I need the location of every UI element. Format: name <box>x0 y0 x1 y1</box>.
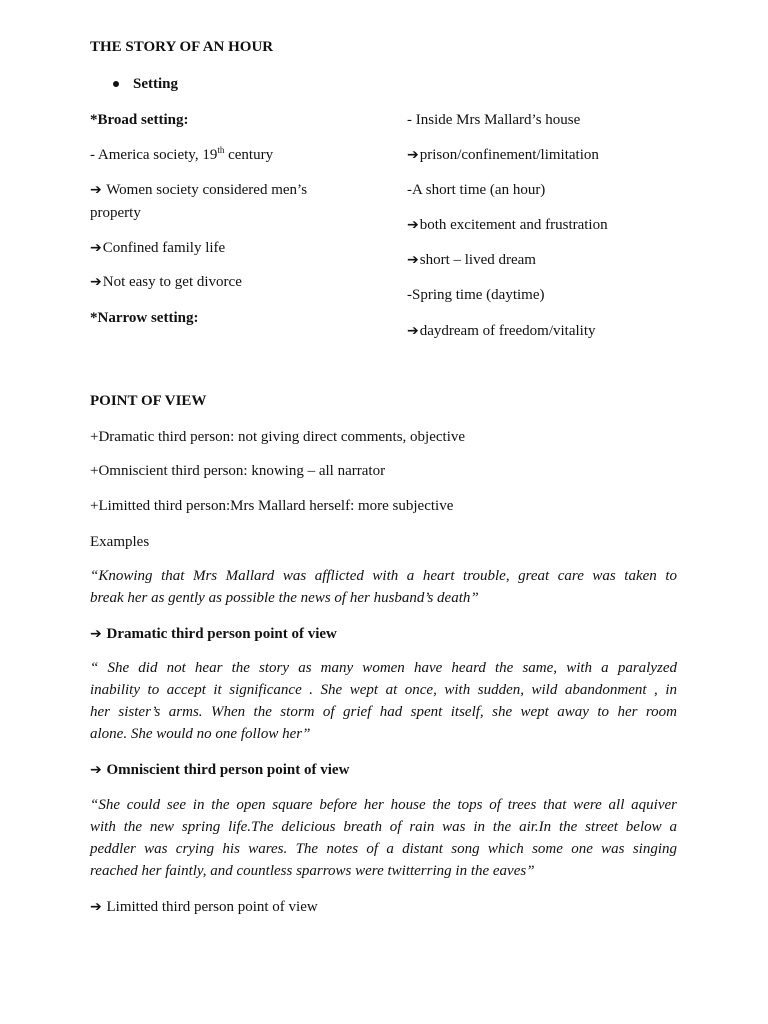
page-title: THE STORY OF AN HOUR <box>90 39 274 55</box>
women-society-text: Women society considered men’s <box>102 182 308 198</box>
arrow-right-icon: ➔ <box>407 217 419 233</box>
spring-line: -Spring time (daytime) <box>407 287 545 303</box>
excitement-line <box>407 214 608 236</box>
quote-line: “Knowing that Mrs Mallard was afflicted with a heart trouble, great care was taken to <box>90 568 677 584</box>
quote-example-1 <box>90 565 677 609</box>
century-text: century <box>224 147 274 163</box>
arrow-right-icon: ➔ <box>90 899 102 915</box>
arrow-right-icon: ➔ <box>90 626 102 642</box>
label-dramatic-text: Dramatic third person point of view <box>106 626 337 642</box>
arrow-right-icon: ➔ <box>90 762 102 778</box>
pov-limited-line: +Limitted third person:Mrs Mallard herself: more subjective <box>90 498 454 514</box>
confined-text: Confined family life <box>102 240 226 256</box>
arrow-right-icon: ➔ <box>90 240 102 256</box>
setting-bullet-item <box>113 73 178 95</box>
confined-family-line <box>90 237 225 259</box>
label-omniscient-pov <box>90 759 349 781</box>
label-limited-pov <box>90 896 318 918</box>
quote-line: “ She did not hear the story as many women have heard the same, with a paralyzed <box>90 660 677 676</box>
house-line: - Inside Mrs Mallard’s house <box>407 112 581 128</box>
excitement-text: both excitement and frustration <box>419 217 608 233</box>
america-text: - America society, 19 <box>90 147 218 163</box>
short-time-line: -A short time (an hour) <box>407 182 546 198</box>
divorce-line <box>90 271 242 293</box>
quote-example-3 <box>90 794 677 882</box>
quote-line: break her as gently as possible the news of her husband’s death” <box>90 590 479 606</box>
quote-line: peddler was crying his wares. The notes of a distant song which some one was singing <box>90 841 677 857</box>
prison-line <box>407 144 599 166</box>
dream-line <box>407 249 536 271</box>
label-limited-text: Limitted third person point of view <box>106 899 318 915</box>
dream-text: short – lived dream <box>419 252 536 268</box>
women-society-line <box>90 179 307 201</box>
america-society-line <box>90 144 273 166</box>
arrow-right-icon: ➔ <box>407 323 419 339</box>
quote-example-2 <box>90 657 677 745</box>
quote-line: inability to accept it significance . She wept at once, with sudden, wild abandonment , in <box>90 682 677 698</box>
broad-setting-label: *Broad setting: <box>90 112 189 128</box>
quote-line: alone. She would no one follow her” <box>90 726 311 742</box>
quote-line: “She could see in the open square before her house the tops of trees that were all aquiver <box>90 797 677 813</box>
examples-label: Examples <box>90 534 150 550</box>
narrow-setting-label: *Narrow setting: <box>90 310 199 326</box>
superscript-th: th <box>217 145 225 155</box>
arrow-right-icon: ➔ <box>90 182 102 198</box>
bullet-icon <box>113 81 119 87</box>
daydream-text: daydream of freedom/vitality <box>419 323 596 339</box>
women-society-line-2: property <box>90 205 141 221</box>
quote-line: with the new spring life.The delicious breath of rain was in the air.In the street below a <box>90 819 677 835</box>
pov-heading: POINT OF VIEW <box>90 393 207 409</box>
pov-omniscient-line: +Omniscient third person: knowing – all narrator <box>90 463 386 479</box>
pov-dramatic-line: +Dramatic third person: not giving direct comments, objective <box>90 429 466 445</box>
label-omniscient-text: Omniscient third person point of view <box>106 762 350 778</box>
quote-line: reached her faintly, and countless sparrows were twitterring in the eaves” <box>90 863 535 879</box>
quote-line: her sister’s arms. When the storm of grief had spent itself, she wept away to her room <box>90 704 677 720</box>
arrow-right-icon: ➔ <box>90 274 102 290</box>
arrow-right-icon: ➔ <box>407 252 419 268</box>
divorce-text: Not easy to get divorce <box>102 274 242 290</box>
prison-text: prison/confinement/limitation <box>419 147 599 163</box>
arrow-right-icon: ➔ <box>407 147 419 163</box>
label-dramatic-pov <box>90 623 337 645</box>
daydream-line <box>407 320 596 342</box>
setting-label: Setting <box>133 76 178 92</box>
